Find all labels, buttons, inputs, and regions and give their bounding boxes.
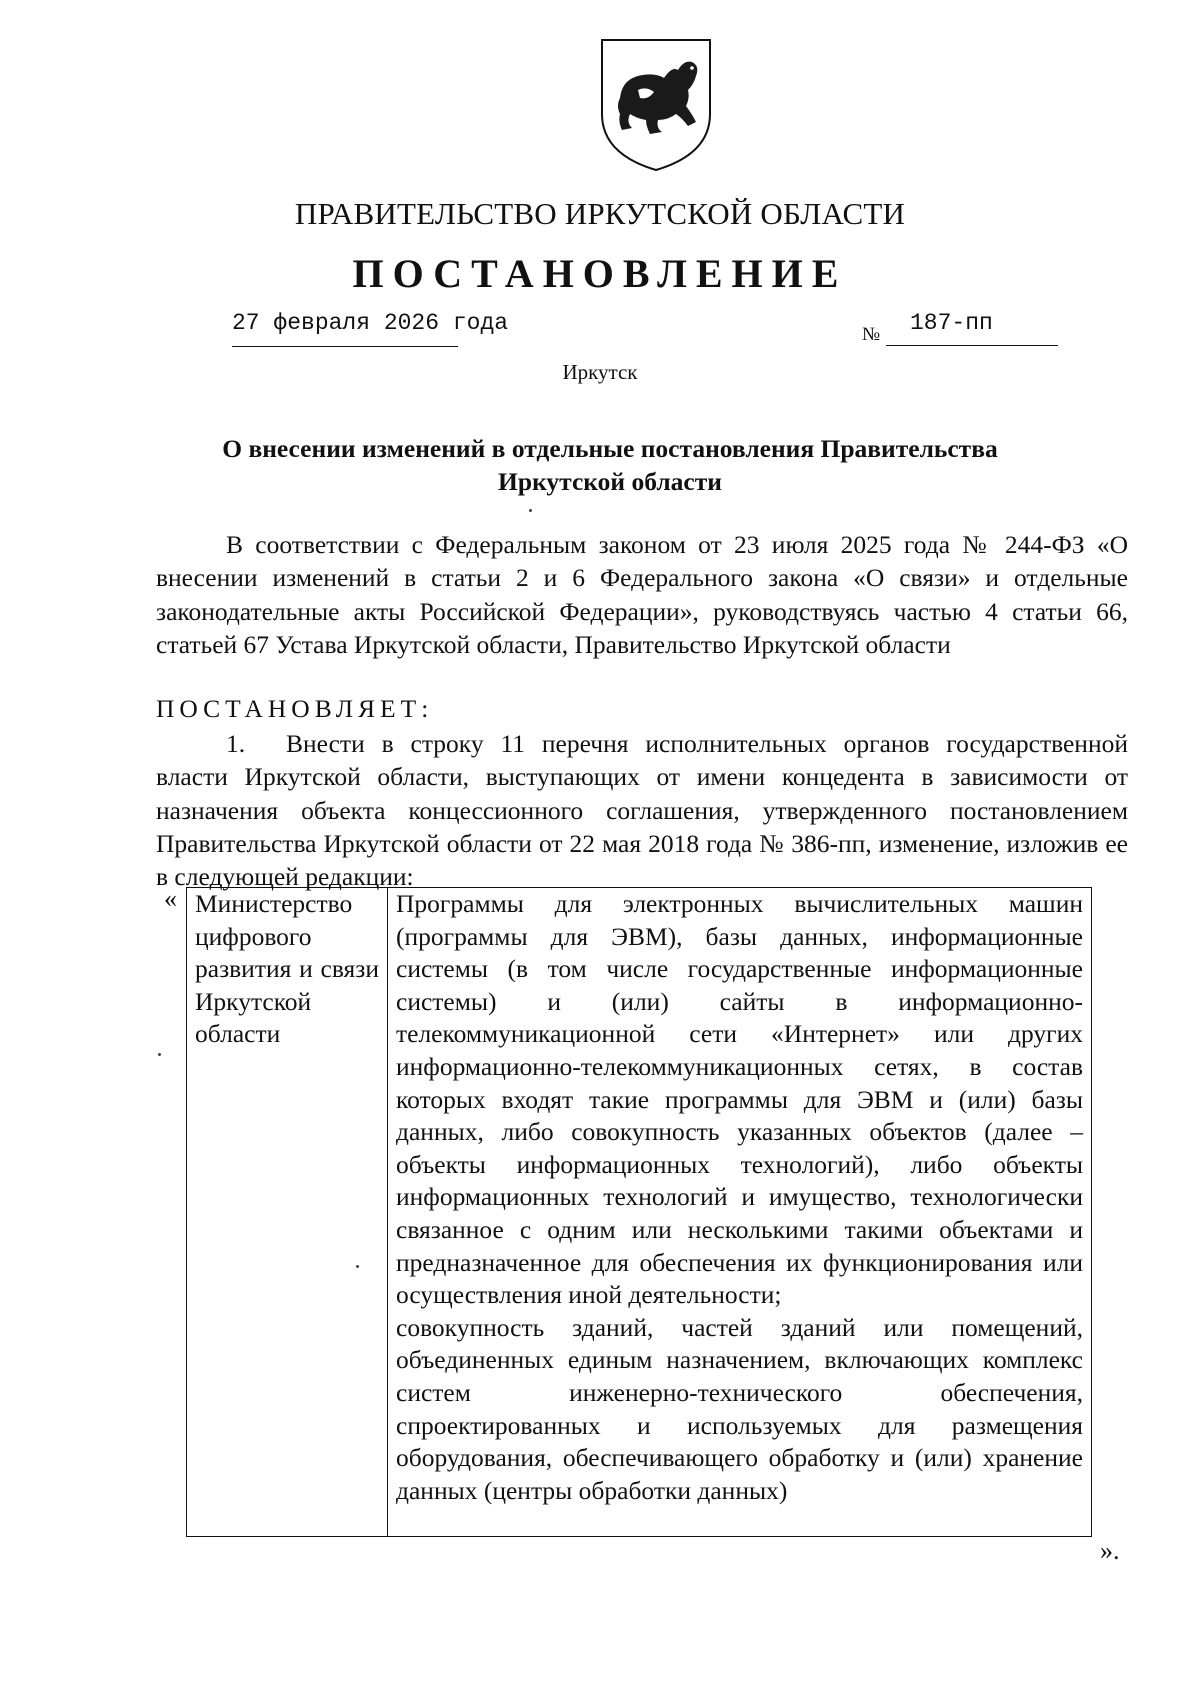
- decree-word: ПОСТАНОВЛЯЕТ:: [156, 694, 434, 723]
- coat-of-arms-icon: [598, 36, 714, 174]
- document-type: ПОСТАНОВЛЕНИЕ: [352, 251, 848, 296]
- objects-cell: [388, 888, 1092, 1537]
- objects-paragraph-2: совокупность зданий, частей зданий или помещений, объединенных единым назначением, включающих комплекс систем инженерно-технического обеспечения, спроектированных и используемых для размещения оборудования, обеспечивающего обработку и (или) хранение данных (центры обработки данных): [396, 1312, 1083, 1505]
- item-text: Внести в строку 11 перечня исполнительных органов государственной власти Иркутской области, выступающих от имени концедента в зависимости от назначения объекта концессионного соглашения, утвержденного постановлением Правительства Иркутской области от 22 мая 2018 года № 386-пп, изменение, изложив ее в следующей редакции:: [156, 729, 1128, 892]
- city: Иркутск: [562, 360, 638, 384]
- government-name: ПРАВИТЕЛЬСТВО ИРКУТСКОЙ ОБЛАСТИ: [294, 196, 906, 231]
- document-date: 27 февраля 2026 года: [232, 310, 509, 336]
- document-subject: О внесении изменений в отдельные постановления Правительства Иркутской области: [222, 434, 998, 496]
- document-number: 187-пп: [910, 310, 993, 336]
- ministry-cell: [187, 888, 388, 1537]
- table-row: [187, 888, 1092, 1537]
- date-field: [232, 306, 509, 347]
- number-underline: [886, 345, 1058, 346]
- number-field: [862, 306, 1058, 346]
- open-quote: «: [164, 884, 177, 913]
- item-number: 1.: [226, 729, 246, 758]
- objects-paragraph-1: Программы для электронных вычислительных машин (программы для ЭВМ), базы данных, информационные системы (в том числе государственные информационные системы) и (или) сайты в информационно-телекоммуникационной сети «Интернет» или других информационно-телекоммуникационных сетях, в состав которых входят такие программы для ЭВМ и (или) базы данных, либо совокупность указанных объектов (далее – объекты информационных технологий), либо объекты информационных технологий и имущество, технологически связанное с одним или несколькими такими объектами и предназначенное для обеспечения их функционирования или осуществления иной деятельности;: [396, 889, 1083, 1310]
- amendment-table: [186, 887, 1092, 1537]
- scan-speck: [158, 1053, 161, 1056]
- close-quote: ».: [1100, 1536, 1120, 1565]
- preamble-paragraph: В соответствии с Федеральным законом от 23 июля 2025 года № 244-ФЗ «О внесении изменений в статьи 2 и 6 Федерального закона «О связи» и отдельные законодательные акты Российской Федерации», руководствуясь частью 4 статьи 66, статьей 67 Устава Иркутской области, Правительство Иркутской области: [156, 530, 1128, 659]
- scan-speck: [529, 509, 532, 512]
- ministry-name: Министерство цифрового развития и связи Иркутской области: [195, 889, 379, 1049]
- number-sign: №: [862, 324, 881, 345]
- item-1-paragraph: [156, 727, 1128, 893]
